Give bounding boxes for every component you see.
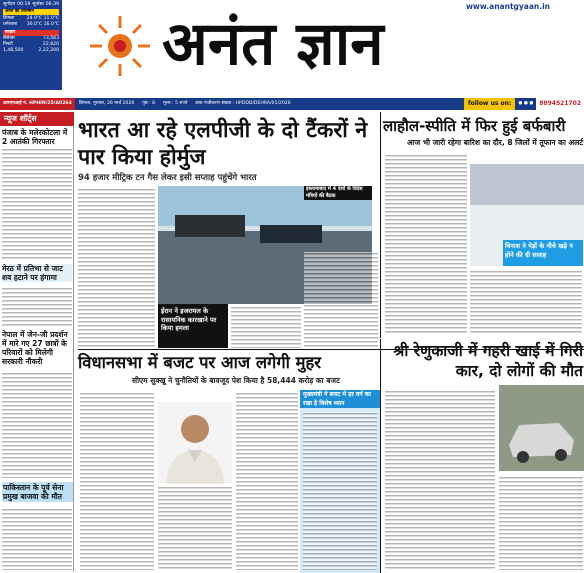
website-url[interactable]: www.anantgyaan.in: [466, 2, 551, 11]
news-shorts-title: न्यूज शॉर्ट्स: [0, 112, 74, 126]
story1-headline: पंजाब के मलेरकोटला में 2 आतंकी गिरफ्तार: [2, 128, 68, 146]
weather-market-panel: सूर्योदय 06:19 सूर्यास्त 06:39 आज का तापमान शिमला 24.9℃ 11.0℃ धर्मशाला 30.0℃ 16.0℃ बाज़ार सेंसेक्स 73,583 निफ्टी 22,820 1,48,500 2,22,200: [0, 0, 62, 90]
renuka-headline: श्री रेणुकाजी में गहरी खाई में गिरी कार, दो लोगों की मौत: [393, 342, 583, 380]
lahaul-subhead: आज भी जारी रहेगा बारिश का दौर, 8 जिलों में तूफान का अलर्ट: [407, 138, 584, 147]
story4-headline: पाकिस्तान के पूर्व सेना प्रमुख बाजवा की मौत: [2, 482, 73, 502]
accident-photo: [499, 385, 584, 471]
renuka-body-col1: [385, 390, 495, 570]
vidhan-body-col2: [158, 486, 232, 570]
meeting-caption: इस्लामाबाद में 4 देशों के विदेश मंत्रियों की बैठक: [304, 186, 372, 200]
story2-body: [2, 287, 72, 327]
lahaul-body-col2: [470, 270, 582, 334]
tree-advisory-box: विनाश ने पेड़ों के नीचे खड़े न होने की दी सलाह: [503, 240, 583, 266]
story1-body: [2, 148, 72, 260]
story2-headline: मेरठ में प्रतिभा से जाट शव हटाने पर हंगामा: [2, 264, 72, 282]
tanker-ship-1: [175, 215, 245, 237]
sun-logo-icon: [86, 12, 154, 80]
vidhan-subhead: सीएम सुक्खू ने चुनौतियों के बावजूद पेश किया है 58,444 करोड़ का बजट: [132, 376, 340, 385]
story4-body: [2, 508, 72, 570]
social-icons[interactable]: ● ● ●: [518, 101, 534, 106]
budget-sidebar-title: मुख्यमंत्री ने बजट में हर वर्ग का रखा है विशेष ध्यान: [300, 390, 380, 408]
renuka-body-col2: [499, 476, 583, 570]
price: मूल्य : 5 रुपये: [163, 101, 188, 106]
lead-subhead: 94 हजार मीट्रिक टन गैस लेकर इसी सप्ताह पहुंचेंगे भारत: [78, 173, 257, 183]
info-bar: [0, 98, 584, 110]
vidhan-body-col3: [236, 392, 298, 570]
follow-us: follow us on:: [464, 98, 515, 110]
vidhan-headline: विधानसभा में बजट पर आज लगेगी मुहर: [78, 353, 322, 372]
column-rule: [380, 112, 381, 338]
lead-body-col3: [304, 252, 378, 348]
date-place: शिमला, गुरुवार, 26 मार्च 2026: [78, 101, 135, 106]
lahaul-body-col1: [385, 154, 467, 334]
iran-strike-box: ईरान ने इजरायल के रासायनिक कारखाने पर किया हमला: [158, 304, 228, 348]
lead-body-col1: [78, 188, 155, 348]
story3-body: [2, 372, 72, 478]
cm-portrait: [158, 402, 232, 484]
vidhan-body-col1: [80, 392, 154, 570]
person-icon: [158, 402, 232, 484]
page-count: पृष्ठ : 8: [142, 101, 156, 106]
phone-number: 8894521702: [536, 98, 584, 110]
story3-headline: नेपाल में जेन-जी प्रदर्शन में मारे गए 27 छात्रों के परिवारों को मिलेगी सरकारी नौकरी: [2, 330, 68, 366]
postal-registration: डाक पंजीकरण संख्या : HPDDD/DEHRA/01/2026: [195, 101, 291, 106]
budget-sidebar-body: [303, 412, 377, 570]
lead-headline: भारत आ रहे एलपीजी के दो टैंकरों ने पार किया होर्मुज: [78, 118, 368, 170]
lahaul-headline: लाहौल-स्पीति में फिर हुई बर्फबारी: [383, 117, 566, 135]
column-rule-2: [380, 339, 381, 573]
tanker-ship-2: [260, 225, 322, 243]
registration-number: आरएनआई नं. HPHIN/25/A0264: [0, 98, 75, 110]
newspaper-brand: अनंत ज्ञान: [162, 9, 384, 79]
lead-body-col2: [231, 306, 301, 348]
car-icon: [499, 385, 584, 471]
